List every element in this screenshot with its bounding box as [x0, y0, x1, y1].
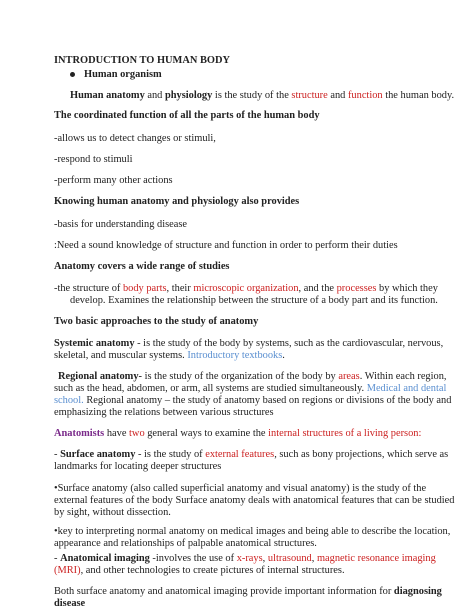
text-run: -: [54, 552, 61, 564]
text-run: such as the head, abdomen, or arm, all systems are studied simultaneously.: [54, 382, 367, 394]
range-paragraph-line-1: [54, 283, 438, 295]
list-item: -perform many other actions: [54, 175, 173, 187]
text-run: , and the: [298, 283, 337, 295]
imaging-line-1: [54, 553, 436, 565]
key-line: •key to interpreting normal anatomy on medical images and being able to describe the location,: [54, 526, 451, 537]
highlight-x-rays: x-rays: [236, 552, 263, 564]
highlight-two: two: [129, 428, 145, 440]
text-run: ,: [311, 552, 317, 564]
bullet-icon: [70, 72, 75, 77]
term-diagnosing: diagnosing: [393, 586, 442, 597]
highlight-areas: areas: [338, 370, 360, 382]
term-regional-anatomy: Regional anatomy-: [58, 370, 142, 382]
conclusion-line-2: disease: [54, 598, 86, 609]
regional-line-2: [54, 383, 446, 395]
text-run: skeletal, and muscular systems.: [54, 349, 188, 361]
list-item: -allows us to detect changes or stimuli,: [54, 132, 216, 144]
intro-paragraph: [70, 90, 454, 102]
text-run: and: [144, 90, 165, 102]
anatomists-line: [54, 428, 421, 440]
highlight-external-features: external features: [205, 449, 275, 461]
surface-line-1: [54, 449, 448, 461]
key-line: appearance and relationships of palpable anatomical structures.: [54, 538, 317, 549]
text-run: , such as bony projections, which serve as: [274, 449, 449, 461]
range-paragraph-line-2: develop. Examines the relationship between the structure of a body part and its function.: [70, 295, 438, 307]
text-run: is the study of the: [212, 90, 292, 102]
highlight-mri-abbrev: (MRI): [54, 564, 81, 576]
highlight-structure: structure: [291, 90, 328, 102]
text-run: have: [104, 428, 130, 440]
imaging-line-2: [54, 565, 345, 577]
text-run: ,: [262, 552, 268, 564]
term-physiology: physiology: [164, 90, 213, 102]
surface-detail-line: external features of the body Surface anatomy deals with anatomical features that can be studied: [54, 494, 455, 506]
surface-line-2: landmarks for locating deeper structures: [54, 461, 222, 473]
surface-detail-line: •Surface anatomy (also called superficial anatomy and visual anatomy) is the study of the: [54, 482, 427, 494]
text-run: Regional anatomy – the study of anatomy based on regions or divisions of the body and: [83, 394, 452, 406]
text-run: - is the study of: [135, 449, 206, 461]
highlight-processes: processes: [336, 283, 377, 295]
highlight-internal-structures: internal structures of a living person:: [268, 428, 422, 440]
regional-line-3: [54, 395, 451, 407]
text-run: by which they: [376, 283, 438, 295]
systemic-line-2: [54, 350, 285, 362]
text-run: and: [327, 90, 348, 102]
text-run: general ways to examine the: [144, 428, 269, 440]
text-run: -: [54, 449, 61, 461]
text-run: , and other technologies to create pictures of internal structures.: [80, 564, 345, 576]
term-surface-anatomy: Surface anatomy: [60, 449, 136, 461]
text-run: -the structure of: [54, 283, 123, 295]
heading-two-approaches: Two basic approaches to the study of anatomy: [54, 316, 259, 328]
highlight-microscopic-organization: microscopic organization: [193, 283, 299, 295]
text-run: -involves the use of: [149, 552, 237, 564]
list-item: -respond to stimuli: [54, 153, 133, 165]
surface-detail-line: by sight, without dissection.: [54, 506, 171, 518]
term-human-anatomy: Human anatomy: [70, 90, 145, 102]
highlight-school: school.: [54, 394, 84, 406]
highlight-mri: magnetic resonance imaging: [316, 552, 436, 564]
regional-line-1: [58, 371, 447, 383]
text-run: the human body.: [382, 90, 455, 102]
regional-line-4: emphasizing the relations between various structures: [54, 406, 274, 418]
page-title: INTRODUCTION TO HUMAN BODY: [54, 55, 230, 66]
highlight-body-parts: body parts: [122, 283, 167, 295]
text-run: . Within each region,: [359, 370, 447, 382]
heading-coordinated-function: The coordinated function of all the parts of the human body: [54, 110, 320, 122]
conclusion-line-1: [54, 586, 442, 598]
systemic-line-1: [54, 338, 443, 350]
text-run: - is the study of the body by systems, such as the cardiovascular, nervous,: [134, 337, 444, 349]
heading-range-of-studies: Anatomy covers a wide range of studies: [54, 260, 230, 272]
highlight-function: function: [347, 90, 383, 102]
highlight-medical-dental: Medical and dental: [366, 382, 447, 394]
list-item: :Need a sound knowledge of structure and function in order to perform their duties: [54, 239, 398, 251]
term-systemic-anatomy: Systemic anatomy: [54, 337, 135, 349]
highlight-ultrasound: ultrasound: [267, 552, 312, 564]
heading-knowing: Knowing human anatomy and physiology also provides: [54, 196, 300, 208]
text-run: .: [282, 349, 285, 361]
text-run: Both surface anatomy and anatomical imaging provide important information for: [54, 586, 394, 597]
term-anatomists: Anatomists: [54, 428, 105, 440]
list-item: -basis for understanding disease: [54, 218, 188, 230]
bullet-heading: Human organism: [84, 68, 162, 80]
highlight-introductory-textbooks: Introductory textbooks: [187, 349, 283, 361]
text-run: is the study of the organization of the body by: [142, 370, 339, 382]
term-anatomical-imaging: Anatomical imaging: [60, 552, 150, 564]
text-run: , their: [166, 283, 194, 295]
